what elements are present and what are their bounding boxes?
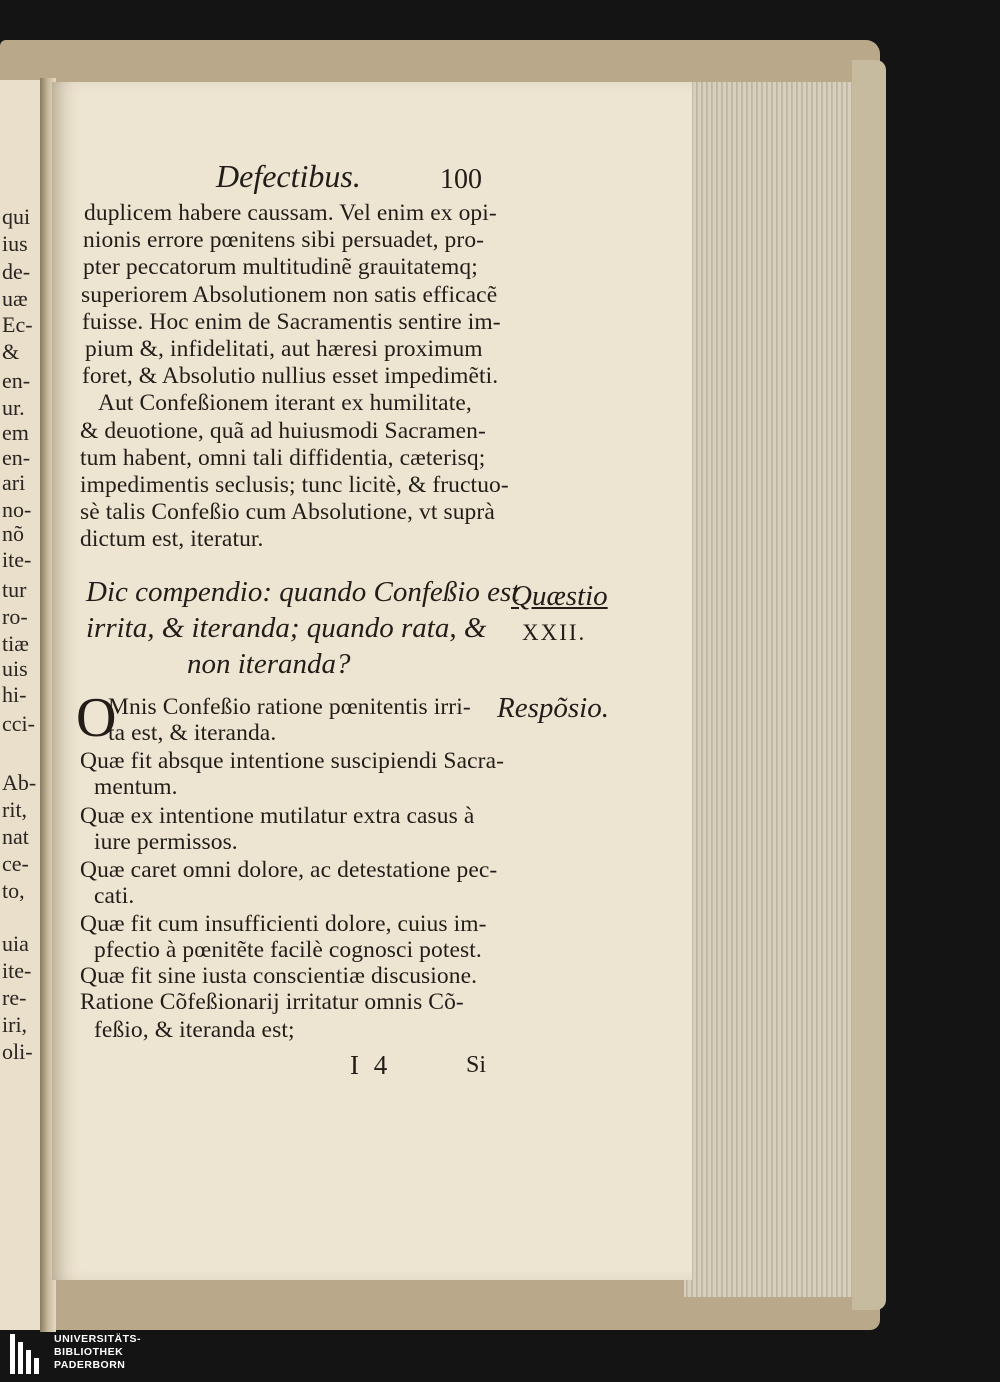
left-page-fragment: oli- xyxy=(2,1040,33,1064)
left-page-fragment: Ec- xyxy=(2,313,33,337)
answer-line: feßio, & iteranda est; xyxy=(94,1017,295,1043)
body-line: duplicem habere caussam. Vel enim ex opi- xyxy=(84,200,497,226)
margin-note-question: Quæstio xyxy=(511,580,608,612)
signature-mark: I 4 xyxy=(350,1050,392,1080)
answer-line: Mnis Confeßio ratione pœnitentis irri- xyxy=(108,694,471,720)
answer-line: Quæ fit cum insufficienti dolore, cuius im- xyxy=(80,911,487,937)
drop-cap: O xyxy=(76,687,117,749)
answer-line: Quæ fit sine iusta conscientiæ discusione. xyxy=(80,963,478,989)
left-page-fragment: to, xyxy=(2,879,25,903)
left-page-fragment: uæ xyxy=(2,287,28,311)
left-page-fragment: cci- xyxy=(2,712,35,736)
question-line: non iteranda? xyxy=(187,648,351,680)
body-line: nionis errore pœnitens sibi persuadet, pro- xyxy=(83,227,485,254)
left-page-fragment: en- xyxy=(2,369,31,393)
left-page-fragment: ur. xyxy=(2,396,25,420)
answer-line: ta est, & iteranda. xyxy=(108,720,277,746)
body-line: foret, & Absolutio nullius esset impedimẽti. xyxy=(82,363,499,390)
answer-line: mentum. xyxy=(94,774,178,800)
left-page-fragment: hi- xyxy=(2,683,27,707)
folio-number: 100 xyxy=(440,164,482,195)
left-page-fragment: Ab- xyxy=(2,771,37,795)
question-line: irrita, & iteranda; quando rata, & xyxy=(86,612,487,644)
answer-line: Quæ ex intentione mutilatur extra casus à xyxy=(80,803,475,829)
margin-note-response: Respõsio. xyxy=(497,692,609,724)
running-head: Defectibus. xyxy=(216,158,361,194)
left-page-fragment: uis xyxy=(2,657,28,681)
left-page-fragment: uia xyxy=(2,932,29,956)
answer-line: pfectio à pœnitẽte facilè cognosci potest. xyxy=(94,937,482,963)
answer-line: Quæ fit absque intentione suscipiendi Sacra- xyxy=(80,748,505,774)
body-line: pium &, infidelitati, aut hæresi proximum xyxy=(85,336,483,362)
left-page-fragment: de- xyxy=(2,260,31,284)
body-line: fuisse. Hoc enim de Sacramentis sentire im- xyxy=(82,308,501,335)
left-page-fragment: em xyxy=(2,421,29,445)
left-page-fragment: en- xyxy=(2,446,31,470)
left-page-fragment: ro- xyxy=(2,605,28,629)
left-page-fragment: ce- xyxy=(2,852,29,876)
cover-edge xyxy=(852,60,886,1310)
body-line: tum habent, omni tali diffidentia, cæterisq; xyxy=(80,444,486,471)
body-line: superiorem Absolutionem non satis efficacẽ xyxy=(81,281,498,308)
library-logo-line-1: UNIVERSITÄTS- xyxy=(54,1333,142,1345)
body-line: pter peccatorum multitudinẽ grauitatemq; xyxy=(83,254,478,281)
body-line: Aut Confeßionem iterant ex humilitate, xyxy=(98,390,472,417)
left-page-fragment: iri, xyxy=(2,1013,28,1037)
body-line: & deuotione, quã ad huiusmodi Sacramen- xyxy=(80,417,486,444)
page-block-edge xyxy=(684,82,854,1297)
library-logo-line-3: PADERBORN xyxy=(54,1359,126,1371)
left-page-fragment: nõ xyxy=(2,522,24,546)
library-logo-icon xyxy=(10,1334,46,1374)
margin-note-number: XXII. xyxy=(522,620,587,645)
question-line: Dic compendio: quando Confeßio est xyxy=(86,576,520,608)
left-page-fragment: rit, xyxy=(2,798,28,822)
left-page-fragment: ite- xyxy=(2,959,32,983)
left-page-fragment: nat xyxy=(2,825,29,849)
left-page-fragment: & xyxy=(2,340,20,364)
answer-line: iure permissos. xyxy=(94,829,238,855)
body-line: sè talis Confeßio cum Absolutione, vt suprà xyxy=(80,499,495,526)
answer-line: cati. xyxy=(94,883,135,909)
left-page-fragment: no- xyxy=(2,498,32,522)
catchword: Si xyxy=(466,1052,487,1078)
body-line: impedimentis seclusis; tunc licitè, & fructuo- xyxy=(80,472,509,498)
left-page-fragment: re- xyxy=(2,986,27,1010)
left-page-fragment: tiæ xyxy=(2,632,29,656)
answer-line: Ratione Cõfeßionarij irritatur omnis Cõ- xyxy=(80,989,464,1015)
left-page-fragment: tur xyxy=(2,578,27,602)
body-line: dictum est, iteratur. xyxy=(80,526,264,553)
left-page-fragment: ite- xyxy=(2,548,32,572)
left-page-fragment: ari xyxy=(2,471,26,495)
left-page-fragment: qui xyxy=(2,205,31,229)
answer-line: Quæ caret omni dolore, ac detestatione pec- xyxy=(80,857,498,883)
library-logo-line-2: BIBLIOTHEK xyxy=(54,1346,124,1358)
left-page-fragment: ius xyxy=(2,232,28,256)
